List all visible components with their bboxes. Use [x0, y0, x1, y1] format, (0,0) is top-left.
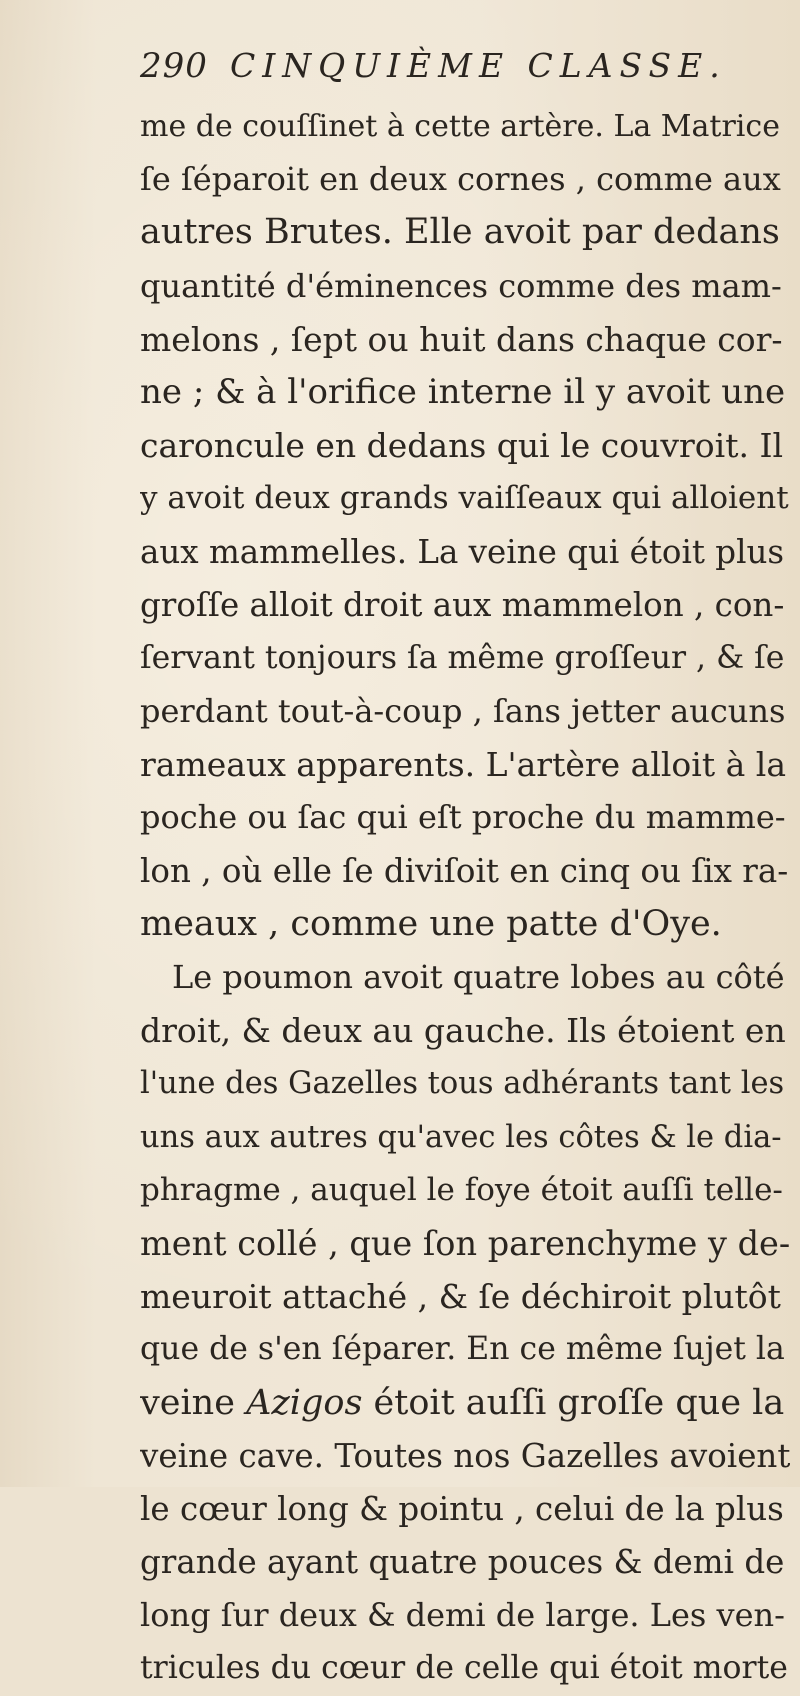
text-line: poche ou ſac qui eſt proche du mamme-	[140, 798, 786, 837]
text-line: grande ayant quatre pouces & demi de	[140, 1543, 785, 1582]
running-title: CINQUIÈME CLASSE.	[230, 46, 727, 85]
text-line-with-italic	[140, 1377, 790, 1430]
paragraph-start-line: Le poumon avoit quatre lobes au côté	[172, 958, 785, 996]
text-line: lon , où elle ſe diviſoit en cinq ou ſix ra-	[140, 851, 789, 890]
text-line: perdant tout-à-coup , ſans jetter aucuns	[140, 692, 786, 731]
text-line: veine cave. Toutes nos Gazelles avoient	[140, 1436, 790, 1475]
text-line: ſe ſéparoit en deux cornes , comme aux	[140, 160, 781, 199]
text-line: que de s'en ſéparer. En ce même ſujet la	[140, 1331, 785, 1368]
text-line: melons , ſept ou huit dans chaque cor-	[140, 319, 783, 359]
text-line: meuroit attaché , & ſe déchiroit plutôt	[140, 1277, 781, 1317]
text-line: ne ; & à l'orifice interne il y avoit une	[140, 371, 786, 412]
text-line: ment collé , que ſon parenchyme y de-	[140, 1223, 790, 1263]
page-number: 290	[140, 46, 208, 86]
text-line: droit, & deux au gauche. Ils étoient en	[140, 1011, 786, 1051]
text-line: quantité d'éminences comme des mam-	[140, 266, 782, 305]
text-line: autres Brutes. Elle avoit par dedans	[140, 212, 780, 253]
text-line: meaux , comme une patte d'Oye.	[140, 903, 722, 944]
body-text	[140, 100, 790, 1696]
text-line: aux mammelles. La veine qui étoit plus	[140, 532, 785, 571]
text-line: l'une des Gazelles tous adhérants tant les	[140, 1066, 785, 1102]
text-line: y avoit deux grands vaiſſeaux qui alloient	[140, 480, 789, 517]
page-header	[140, 44, 780, 94]
italic-term: Azigos	[246, 1382, 363, 1423]
text-line: tricules du cœur de celle qui étoit morte	[140, 1650, 788, 1687]
text-line: ſervant tonjours ſa même groſſeur , & ſe	[140, 639, 785, 676]
text-line: caroncule en dedans qui le couvroit. Il	[140, 426, 784, 466]
text-line: me de couſſinet à cette artère. La Matrice	[140, 109, 780, 144]
text-line: uns aux autres qu'avec les côtes & le dia-	[140, 1119, 782, 1155]
text-line: phragme , auquel le foye étoit auſſi telle-	[140, 1171, 783, 1208]
text-line: groſſe alloit droit aux mammelon , con-	[140, 585, 785, 624]
text-line: rameaux apparents. L'artère alloit à la	[140, 745, 786, 785]
text-line: le cœur long & pointu , celui de la plus	[140, 1489, 784, 1528]
text-segment: veine	[140, 1382, 247, 1423]
text-line: long ſur deux & demi de large. Les ven-	[140, 1596, 785, 1635]
text-segment: étoit auſſi groſſe que la	[362, 1382, 785, 1423]
